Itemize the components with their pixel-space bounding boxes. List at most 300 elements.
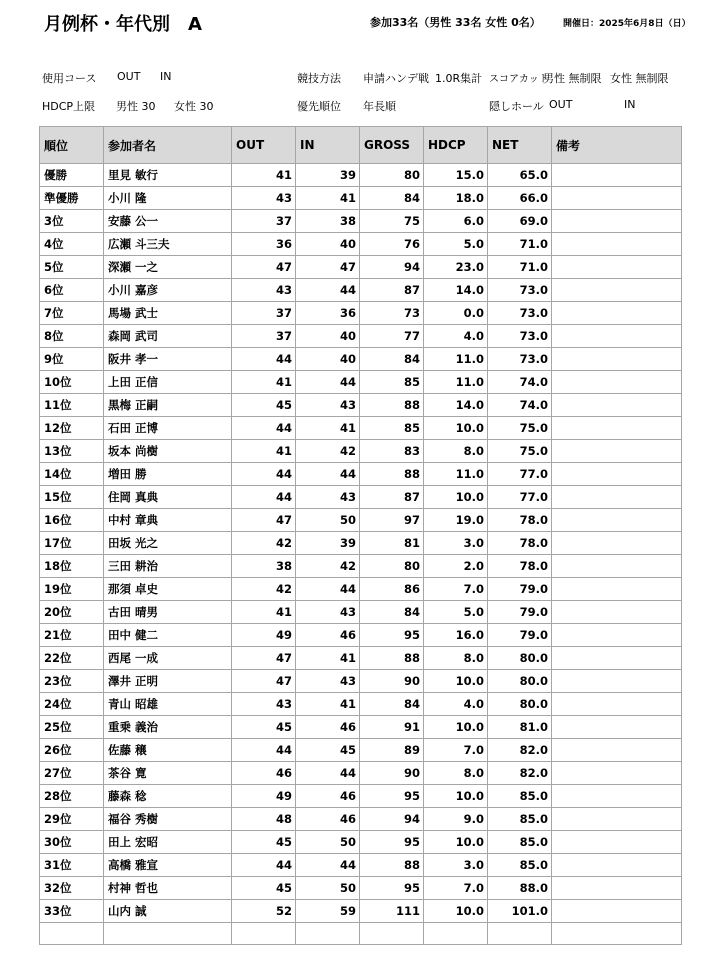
cell-note <box>552 578 682 601</box>
cell-gross: 95 <box>360 624 424 647</box>
cell-hdcp: 19.0 <box>424 509 488 532</box>
cell-net: 77.0 <box>488 486 552 509</box>
cell-hdcp: 11.0 <box>424 463 488 486</box>
cell-out: 43 <box>232 693 296 716</box>
cell-gross: 80 <box>360 555 424 578</box>
cell-gross: 95 <box>360 785 424 808</box>
cell-hdcp: 10.0 <box>424 900 488 923</box>
cell-rank: 11位 <box>40 394 104 417</box>
cell-net: 85.0 <box>488 831 552 854</box>
table-row <box>40 762 682 785</box>
cell-net: 66.0 <box>488 187 552 210</box>
cell-note <box>552 256 682 279</box>
cell-in: 50 <box>296 831 360 854</box>
cell-net: 71.0 <box>488 256 552 279</box>
hdcp-female: 女性 30 <box>174 100 214 113</box>
cell-name: 重乗 義治 <box>104 716 232 739</box>
cell-gross: 76 <box>360 233 424 256</box>
cell-name: 広瀬 斗三夫 <box>104 233 232 256</box>
cell-hdcp: 10.0 <box>424 486 488 509</box>
table-row <box>40 325 682 348</box>
cell-out: 52 <box>232 900 296 923</box>
cell-name: 里見 敏行 <box>104 164 232 187</box>
scorecut-label: スコアカット <box>489 74 549 85</box>
cell-out: 49 <box>232 785 296 808</box>
cell-in: 47 <box>296 256 360 279</box>
header-in: IN <box>296 127 360 164</box>
cell-gross: 86 <box>360 578 424 601</box>
cell-name: 田上 宏昭 <box>104 831 232 854</box>
cell-rank: 17位 <box>40 532 104 555</box>
cell-out: 46 <box>232 762 296 785</box>
cell-rank: 22位 <box>40 647 104 670</box>
event-date: 開催日：2025年6月8日（日） <box>563 19 691 29</box>
blank-cell <box>296 923 360 945</box>
cell-note <box>552 279 682 302</box>
cell-gross: 84 <box>360 693 424 716</box>
cell-out: 47 <box>232 647 296 670</box>
table-row <box>40 302 682 325</box>
table-row <box>40 877 682 900</box>
cell-note <box>552 785 682 808</box>
priority-label: 優先順位 <box>297 100 341 113</box>
cell-name: 佐藤 穣 <box>104 739 232 762</box>
cell-net: 79.0 <box>488 624 552 647</box>
cell-in: 46 <box>296 716 360 739</box>
cell-out: 45 <box>232 716 296 739</box>
cell-name: 馬場 武士 <box>104 302 232 325</box>
cell-rank: 15位 <box>40 486 104 509</box>
page-title: 月例杯・年代別 A <box>44 14 202 35</box>
cell-in: 46 <box>296 624 360 647</box>
cell-gross: 94 <box>360 808 424 831</box>
cell-net: 79.0 <box>488 601 552 624</box>
cell-hdcp: 18.0 <box>424 187 488 210</box>
cell-net: 82.0 <box>488 739 552 762</box>
cell-hdcp: 2.0 <box>424 555 488 578</box>
cell-note <box>552 555 682 578</box>
blank-cell <box>488 923 552 945</box>
cell-name: 住岡 真典 <box>104 486 232 509</box>
cell-rank: 6位 <box>40 279 104 302</box>
cell-rank: 3位 <box>40 210 104 233</box>
table-row <box>40 900 682 923</box>
cell-in: 59 <box>296 900 360 923</box>
cell-gross: 90 <box>360 670 424 693</box>
table-row <box>40 716 682 739</box>
table-row <box>40 233 682 256</box>
cell-rank: 21位 <box>40 624 104 647</box>
cell-note <box>552 210 682 233</box>
cell-rank: 20位 <box>40 601 104 624</box>
cell-net: 85.0 <box>488 785 552 808</box>
header-name: 参加者名 <box>104 127 232 164</box>
table-row <box>40 348 682 371</box>
cell-out: 44 <box>232 463 296 486</box>
cell-net: 73.0 <box>488 325 552 348</box>
table-row <box>40 164 682 187</box>
cell-rank: 7位 <box>40 302 104 325</box>
cell-net: 81.0 <box>488 716 552 739</box>
cell-note <box>552 302 682 325</box>
cell-rank: 24位 <box>40 693 104 716</box>
cell-in: 42 <box>296 440 360 463</box>
cell-hdcp: 15.0 <box>424 164 488 187</box>
cell-in: 40 <box>296 348 360 371</box>
cell-hdcp: 3.0 <box>424 532 488 555</box>
cell-gross: 88 <box>360 854 424 877</box>
cell-net: 73.0 <box>488 348 552 371</box>
method-label: 競技方法 <box>297 72 341 85</box>
table-row <box>40 578 682 601</box>
cell-gross: 95 <box>360 831 424 854</box>
hidden-hole-out: OUT <box>549 98 573 111</box>
cell-gross: 87 <box>360 486 424 509</box>
cell-in: 44 <box>296 578 360 601</box>
cell-gross: 83 <box>360 440 424 463</box>
cell-note <box>552 371 682 394</box>
cell-net: 73.0 <box>488 302 552 325</box>
cell-in: 41 <box>296 187 360 210</box>
cell-name: 増田 勝 <box>104 463 232 486</box>
hdcp-label: HDCP上限 <box>42 100 96 113</box>
cell-gross: 85 <box>360 417 424 440</box>
cell-net: 71.0 <box>488 233 552 256</box>
cell-out: 44 <box>232 348 296 371</box>
cell-hdcp: 10.0 <box>424 831 488 854</box>
cell-note <box>552 532 682 555</box>
cell-rank: 10位 <box>40 371 104 394</box>
cell-out: 38 <box>232 555 296 578</box>
cell-name: 村神 哲也 <box>104 877 232 900</box>
cell-net: 75.0 <box>488 440 552 463</box>
table-row <box>40 256 682 279</box>
cell-net: 85.0 <box>488 808 552 831</box>
table-row <box>40 624 682 647</box>
cell-net: 79.0 <box>488 578 552 601</box>
table-row <box>40 739 682 762</box>
cell-net: 78.0 <box>488 509 552 532</box>
cell-out: 47 <box>232 670 296 693</box>
cell-rank: 12位 <box>40 417 104 440</box>
hidden-hole-label: 隠しホール <box>489 100 544 113</box>
cell-out: 41 <box>232 601 296 624</box>
cell-in: 44 <box>296 463 360 486</box>
cell-hdcp: 8.0 <box>424 440 488 463</box>
participant-count: 参加33名（男性 33名 女性 0名） <box>370 16 541 29</box>
priority-value: 年長順 <box>363 100 396 113</box>
cell-hdcp: 10.0 <box>424 417 488 440</box>
hidden-hole-in: IN <box>624 98 636 111</box>
cell-out: 37 <box>232 210 296 233</box>
table-row <box>40 601 682 624</box>
cell-out: 41 <box>232 164 296 187</box>
cell-hdcp: 5.0 <box>424 601 488 624</box>
cell-gross: 89 <box>360 739 424 762</box>
cell-gross: 77 <box>360 325 424 348</box>
course-out: OUT <box>117 70 141 83</box>
cell-rank: 8位 <box>40 325 104 348</box>
cell-in: 46 <box>296 785 360 808</box>
cell-gross: 90 <box>360 762 424 785</box>
cell-hdcp: 3.0 <box>424 854 488 877</box>
cell-out: 43 <box>232 187 296 210</box>
cell-name: 中村 章典 <box>104 509 232 532</box>
cell-hdcp: 7.0 <box>424 739 488 762</box>
cell-net: 73.0 <box>488 279 552 302</box>
cell-name: 那須 卓史 <box>104 578 232 601</box>
cell-net: 88.0 <box>488 877 552 900</box>
cell-name: 阪井 孝一 <box>104 348 232 371</box>
cell-in: 39 <box>296 164 360 187</box>
cell-gross: 111 <box>360 900 424 923</box>
course-in: IN <box>160 70 172 83</box>
cell-net: 80.0 <box>488 647 552 670</box>
cell-rank: 14位 <box>40 463 104 486</box>
cell-note <box>552 394 682 417</box>
cell-name: 田坂 光之 <box>104 532 232 555</box>
cell-gross: 94 <box>360 256 424 279</box>
cell-out: 42 <box>232 578 296 601</box>
cell-note <box>552 739 682 762</box>
cell-out: 37 <box>232 302 296 325</box>
cell-out: 44 <box>232 739 296 762</box>
cell-in: 40 <box>296 325 360 348</box>
method-value: 申請ハンデ戦 <box>363 72 429 85</box>
cell-hdcp: 0.0 <box>424 302 488 325</box>
blank-cell <box>40 923 104 945</box>
cell-note <box>552 670 682 693</box>
cell-gross: 87 <box>360 279 424 302</box>
cell-gross: 81 <box>360 532 424 555</box>
cell-rank: 準優勝 <box>40 187 104 210</box>
cell-name: 安藤 公一 <box>104 210 232 233</box>
cell-hdcp: 11.0 <box>424 371 488 394</box>
cell-in: 43 <box>296 486 360 509</box>
cell-note <box>552 348 682 371</box>
header-net: NET <box>488 127 552 164</box>
header-note: 備考 <box>552 127 682 164</box>
cell-hdcp: 14.0 <box>424 394 488 417</box>
cell-name: 小川 嘉彦 <box>104 279 232 302</box>
cell-out: 43 <box>232 279 296 302</box>
table-row <box>40 854 682 877</box>
cell-hdcp: 10.0 <box>424 716 488 739</box>
cell-net: 85.0 <box>488 854 552 877</box>
cell-hdcp: 10.0 <box>424 785 488 808</box>
table-header-row <box>40 127 682 164</box>
table-row <box>40 210 682 233</box>
cell-note <box>552 486 682 509</box>
table-row <box>40 785 682 808</box>
cell-hdcp: 23.0 <box>424 256 488 279</box>
blank-cell <box>360 923 424 945</box>
cell-name: 上田 正信 <box>104 371 232 394</box>
cell-note <box>552 509 682 532</box>
cell-in: 43 <box>296 601 360 624</box>
table-row <box>40 394 682 417</box>
cell-hdcp: 5.0 <box>424 233 488 256</box>
cell-hdcp: 10.0 <box>424 670 488 693</box>
cell-gross: 85 <box>360 371 424 394</box>
cell-rank: 28位 <box>40 785 104 808</box>
cell-in: 43 <box>296 394 360 417</box>
table-row <box>40 279 682 302</box>
cell-in: 41 <box>296 417 360 440</box>
blank-cell <box>552 923 682 945</box>
cell-note <box>552 325 682 348</box>
hdcp-male: 男性 30 <box>116 100 156 113</box>
cell-out: 44 <box>232 486 296 509</box>
cell-rank: 5位 <box>40 256 104 279</box>
header-out: OUT <box>232 127 296 164</box>
cell-hdcp: 7.0 <box>424 877 488 900</box>
cell-net: 77.0 <box>488 463 552 486</box>
cell-out: 41 <box>232 440 296 463</box>
cell-hdcp: 7.0 <box>424 578 488 601</box>
cell-out: 44 <box>232 417 296 440</box>
method-calc: 1.0R集計 <box>435 72 483 85</box>
cell-rank: 27位 <box>40 762 104 785</box>
cell-note <box>552 601 682 624</box>
blank-cell <box>104 923 232 945</box>
cell-in: 46 <box>296 808 360 831</box>
cell-net: 75.0 <box>488 417 552 440</box>
cell-in: 41 <box>296 647 360 670</box>
cell-in: 44 <box>296 762 360 785</box>
scorecut-female: 女性 無制限 <box>610 72 669 85</box>
cell-rank: 33位 <box>40 900 104 923</box>
cell-gross: 84 <box>360 348 424 371</box>
cell-hdcp: 9.0 <box>424 808 488 831</box>
cell-note <box>552 877 682 900</box>
cell-out: 41 <box>232 371 296 394</box>
cell-net: 69.0 <box>488 210 552 233</box>
cell-note <box>552 417 682 440</box>
table-row <box>40 831 682 854</box>
cell-name: 坂本 尚樹 <box>104 440 232 463</box>
cell-note <box>552 233 682 256</box>
cell-name: 澤井 正明 <box>104 670 232 693</box>
cell-hdcp: 8.0 <box>424 647 488 670</box>
cell-net: 78.0 <box>488 555 552 578</box>
cell-rank: 18位 <box>40 555 104 578</box>
table-row <box>40 187 682 210</box>
cell-in: 39 <box>296 532 360 555</box>
table-row <box>40 647 682 670</box>
cell-rank: 13位 <box>40 440 104 463</box>
cell-out: 45 <box>232 394 296 417</box>
cell-in: 43 <box>296 670 360 693</box>
cell-out: 44 <box>232 854 296 877</box>
cell-note <box>552 187 682 210</box>
cell-hdcp: 4.0 <box>424 693 488 716</box>
cell-in: 44 <box>296 854 360 877</box>
cell-in: 50 <box>296 509 360 532</box>
cell-gross: 84 <box>360 601 424 624</box>
cell-net: 74.0 <box>488 371 552 394</box>
blank-cell <box>232 923 296 945</box>
cell-note <box>552 624 682 647</box>
table-row <box>40 371 682 394</box>
cell-rank: 26位 <box>40 739 104 762</box>
cell-net: 65.0 <box>488 164 552 187</box>
cell-note <box>552 900 682 923</box>
header-gross: GROSS <box>360 127 424 164</box>
cell-note <box>552 647 682 670</box>
cell-out: 48 <box>232 808 296 831</box>
cell-hdcp: 14.0 <box>424 279 488 302</box>
cell-rank: 9位 <box>40 348 104 371</box>
cell-name: 藤森 稔 <box>104 785 232 808</box>
cell-rank: 29位 <box>40 808 104 831</box>
cell-rank: 31位 <box>40 854 104 877</box>
cell-in: 38 <box>296 210 360 233</box>
results-body <box>40 164 682 945</box>
cell-name: 西尾 一成 <box>104 647 232 670</box>
results-table <box>39 126 682 945</box>
cell-gross: 84 <box>360 187 424 210</box>
cell-rank: 19位 <box>40 578 104 601</box>
table-row <box>40 808 682 831</box>
cell-name: 森岡 武司 <box>104 325 232 348</box>
cell-hdcp: 8.0 <box>424 762 488 785</box>
cell-out: 45 <box>232 877 296 900</box>
cell-name: 高橋 雅宣 <box>104 854 232 877</box>
cell-name: 石田 正博 <box>104 417 232 440</box>
table-row <box>40 532 682 555</box>
blank-cell <box>424 923 488 945</box>
cell-net: 78.0 <box>488 532 552 555</box>
cell-rank: 23位 <box>40 670 104 693</box>
cell-gross: 88 <box>360 394 424 417</box>
scorecut-male: 男性 無制限 <box>543 72 602 85</box>
cell-gross: 75 <box>360 210 424 233</box>
cell-out: 36 <box>232 233 296 256</box>
cell-note <box>552 808 682 831</box>
cell-name: 三田 耕治 <box>104 555 232 578</box>
header-rank: 順位 <box>40 127 104 164</box>
table-row <box>40 463 682 486</box>
cell-rank: 25位 <box>40 716 104 739</box>
cell-name: 青山 昭雄 <box>104 693 232 716</box>
cell-out: 47 <box>232 509 296 532</box>
cell-note <box>552 463 682 486</box>
cell-out: 42 <box>232 532 296 555</box>
cell-rank: 30位 <box>40 831 104 854</box>
table-row <box>40 509 682 532</box>
header-hdcp: HDCP <box>424 127 488 164</box>
cell-name: 黒梅 正嗣 <box>104 394 232 417</box>
table-row <box>40 670 682 693</box>
blank-row <box>40 923 682 945</box>
cell-gross: 80 <box>360 164 424 187</box>
cell-in: 41 <box>296 693 360 716</box>
cell-name: 小川 隆 <box>104 187 232 210</box>
table-row <box>40 486 682 509</box>
cell-in: 44 <box>296 371 360 394</box>
course-label: 使用コース <box>42 72 97 85</box>
cell-out: 45 <box>232 831 296 854</box>
cell-hdcp: 6.0 <box>424 210 488 233</box>
cell-out: 37 <box>232 325 296 348</box>
cell-gross: 97 <box>360 509 424 532</box>
cell-net: 80.0 <box>488 670 552 693</box>
cell-out: 47 <box>232 256 296 279</box>
cell-in: 45 <box>296 739 360 762</box>
cell-in: 42 <box>296 555 360 578</box>
cell-note <box>552 831 682 854</box>
